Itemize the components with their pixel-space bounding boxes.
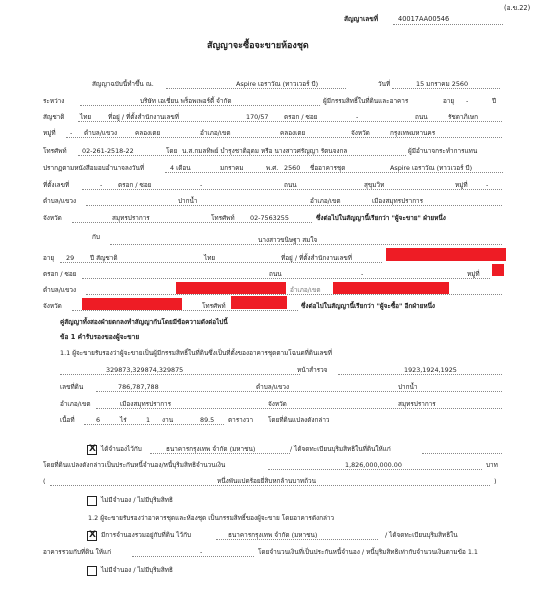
seller-authority-label: ผู้มีอำนาจกระทำการแทน (408, 147, 478, 155)
buyer-district-label: อำเภอ/เขต (290, 286, 321, 294)
buyer-nationality-label: ปี สัญชาติ (90, 254, 118, 262)
building-mortgage-text: มีการจำนองรวมอยู่กับที่ดิน ไว้กับ (101, 531, 191, 539)
tambon-value: ปากน้ำ (398, 383, 418, 391)
building-mortgage-check-mark: X (89, 530, 96, 540)
area-label: เนื้อที่ (60, 416, 75, 424)
building-mortgage-line2-tail: โดยจำนวนเงินที่เป็นประกันหนี้จำนอง / หนี้บุริมสิทธิเท่ากับจำนวนเงินตามข้อ 1.1 (258, 548, 478, 556)
site-number: - (100, 181, 103, 189)
site-alley: - (200, 181, 203, 189)
land-no-label: เลขที่ดิน (60, 383, 84, 391)
area-rai: 6 (96, 416, 101, 424)
buyer-with-label: กับ (92, 233, 100, 241)
area-ngan: 1 (146, 416, 151, 424)
project-label: ชื่ออาคารชุด (310, 164, 346, 172)
clause-1-heading: ข้อ 1 คำรับรองของผู้จะขาย (60, 333, 140, 341)
poa-year: 2560 (284, 164, 301, 172)
seller-phone: 02-261-2518-22 (82, 147, 134, 155)
seller-by-label: โดย (166, 147, 178, 155)
seller-nationality-label: สัญชาติ (43, 113, 65, 121)
clause-1-1-text: 1.1 ผู้จะขายรับรองว่าผู้จะขายเป็นผู้มีกรรมสิทธิ์ในที่ดินซึ่งเป็นที่ตั้งของอาคารชุดตามโฉนดที่ดินเลขที่ (60, 349, 333, 357)
tambon-label: ตำบล/แขวง (256, 383, 290, 391)
buyer-name: นางสาวขนิษฐา สมใจ (258, 236, 318, 244)
document-title: สัญญาจะซื้อจะขายห้องชุด (207, 41, 309, 51)
building-mortgage-bank: ธนาคารกรุงเทพ จำกัด (มหาชน) (228, 531, 318, 539)
seller-alley: - (356, 113, 359, 121)
made-at-label: สัญญาฉบับนี้ทำขึ้น ณ. (92, 80, 154, 88)
building-no-mortgage-checkbox[interactable] (87, 566, 97, 576)
site-phone: 02-7563255 (250, 214, 289, 222)
seller-road: รัชดาภิเษก (448, 113, 478, 121)
wa-label: ตารางวา (228, 416, 254, 424)
changwat-value: สมุทรปราการ (398, 400, 436, 408)
area-suffix: โดยที่ดินแปลงดังกล่าว (268, 416, 330, 424)
date-label: วันที่ (378, 80, 391, 88)
buyer-address-label: ที่อยู่ / ที่ตั้งสำนักงานเลขที่ (281, 254, 352, 262)
site-road: สุขุมวิท (364, 181, 385, 189)
contract-number-label: สัญญาเลขที่ (344, 15, 379, 23)
redacted-buyer-phone (231, 296, 287, 309)
survey-value: 1923,1924,1925 (404, 366, 457, 374)
buyer-nationality: ไทย (204, 254, 216, 262)
agreement-intro: คู่สัญญาทั้งสองฝ่ายตกลงทำสัญญากันโดยมีข้อความดังต่อไปนี้ (60, 318, 228, 326)
ngan-label: งาน (162, 416, 174, 424)
seller-address: 170/57 (246, 113, 269, 121)
paren-close: ) (494, 477, 497, 485)
seller-moo: - (70, 129, 73, 137)
land-no-value: 786,787,788 (118, 383, 159, 391)
mortgage-line2: โดยที่ดินแปลงดังกล่าวเป็นประกันหนี้จำนอง/หนี้บุริมสิทธิจำนวนเงิน (43, 461, 226, 469)
age-value: - (466, 97, 469, 105)
project-name: Aspire เอราวัณ (ทาวเวอร์ บี) (390, 164, 473, 172)
site-subdistrict: ปากน้ำ (178, 197, 198, 205)
mortgage-text: ได้จำนองไว้กับ (101, 445, 142, 453)
building-mortgage-line2: อาคารรวมกับที่ดิน ให้แก่ (43, 548, 111, 556)
made-at-value: Aspire เอราวัณ (ทาวเวอร์ บี) (236, 80, 319, 88)
building-mortgage-tail: / ได้จดทะเบียนบุริมสิทธิใน (385, 531, 458, 539)
redacted-buyer-subdistrict (176, 282, 286, 294)
paren-open: ( (43, 477, 46, 485)
baht-label: บาท (486, 461, 498, 469)
seller-party-text: ซึ่งต่อไปในสัญญานี้เรียกว่า "ผู้จะขาย" ฝ่ายหนึ่ง (316, 214, 446, 222)
deed-numbers: 329873,329874,329875 (106, 366, 184, 374)
seller-province-label: จังหวัด (351, 129, 370, 137)
no-mortgage-text: ไม่มีจำนอง / ไม่มีบุริมสิทธิ (101, 496, 173, 504)
seller-alley-label: ตรอก / ซอย (284, 113, 318, 121)
poa-year-label: พ.ศ. (266, 164, 279, 172)
poa-month: มกราคม (220, 164, 244, 172)
seller-company: บริษัท เอเชี่ยน พร็อพเพอร์ตี้ จำกัด (140, 97, 232, 105)
poa-text: ปรากฏตามหนังสือมอบอำนาจลงวันที่ (43, 164, 145, 172)
seller-subdistrict-label: ตำบล/แขวง (84, 129, 118, 137)
seller-moo-label: หมู่ที่ (43, 129, 56, 137)
buyer-alley-label: ตรอก / ซอย (43, 270, 77, 278)
age-label: อายุ (443, 97, 455, 105)
poa-day: 4 เดือน (170, 164, 191, 172)
site-province: สมุทรปราการ (112, 214, 150, 222)
building-no-mortgage-text: ไม่มีจำนอง / ไม่มีบุริมสิทธิ (101, 566, 173, 574)
site-phone-label: โทรศัพท์ (211, 214, 235, 222)
buyer-road: - (361, 270, 364, 278)
site-district-label: อำเภอ/เขต (310, 197, 341, 205)
area-wa: 89.5 (200, 416, 215, 424)
site-moo-label: หมู่ที่ (455, 181, 468, 189)
buyer-province-label: จังหวัด (43, 302, 62, 310)
buyer-phone-label: โทรศัพท์ (202, 302, 226, 310)
site-alley-label: ตรอก / ซอย (118, 181, 152, 189)
redacted-buyer-address (386, 248, 506, 261)
redacted-buyer-moo (492, 264, 504, 276)
seller-nationality: ไทย (80, 113, 92, 121)
seller-district-label: อำเภอ/เขต (200, 129, 231, 137)
seller-phone-label: โทรศัพท์ (43, 147, 67, 155)
rai-label: ไร่ (120, 416, 127, 424)
redacted-buyer-province (82, 298, 182, 310)
mortgage-tail: / ได้จดทะเบียนบุริมสิทธิในที่ดินให้แก่ (290, 445, 391, 453)
site-label: ที่ตั้งเลขที่ (43, 181, 70, 189)
seller-representative: น.ส.กมลทิพย์ บำรุงชาติอุดม หรือ นางสาวศรัญญา รัตนจงกล (182, 147, 348, 155)
no-mortgage-checkbox[interactable] (87, 496, 97, 506)
amphoe-label: อำเภอ/เขต (60, 400, 91, 408)
form-code: (อ.ข.22) (504, 4, 531, 12)
site-province-label: จังหวัด (43, 214, 62, 222)
building-mortgage-beneficiary: - (200, 548, 203, 556)
mortgage-check-mark: X (89, 444, 96, 454)
survey-label: หน้าสำรวจ (297, 366, 328, 374)
seller-road-label: ถนน (415, 113, 428, 121)
contract-number: 40017AA00546 (398, 15, 450, 23)
clause-1-2-text: 1.2 ผู้จะขายรับรองว่าอาคารชุดและห้องชุด เป็นกรรมสิทธิ์ของผู้จะขาย โดยอาคารดังกล่าว (88, 514, 335, 522)
redacted-buyer-district (333, 282, 449, 294)
owner-label: ผู้มีกรรมสิทธิ์ในที่ดินและอาคาร (323, 97, 409, 105)
seller-address-label: ที่อยู่ / ที่ตั้งสำนักงานเลขที่ (108, 113, 179, 121)
site-district: เมืองสมุทรปราการ (372, 197, 424, 205)
between-label: ระหว่าง (43, 97, 65, 105)
mortgage-amount: 1,826,000,000.00 (345, 461, 402, 469)
site-moo: - (486, 181, 489, 189)
seller-subdistrict: คลองเตย (135, 129, 161, 137)
site-road-label: ถนน (284, 181, 297, 189)
year-label: ปี (492, 97, 497, 105)
amphoe-value: เมืองสมุทรปราการ (120, 400, 172, 408)
date-value: 15 มกราคม 2560 (416, 80, 469, 88)
buyer-age-label: อายุ (43, 254, 55, 262)
amount-in-words: หนึ่งพันแปดร้อยยี่สิบหกล้านบาทถ้วน (217, 477, 316, 485)
buyer-age: 29 (66, 254, 75, 262)
buyer-road-label: ถนน (269, 270, 282, 278)
mortgage-bank: ธนาคารกรุงเทพ จำกัด (มหาชน) (166, 445, 256, 453)
changwat-label: จังหวัด (268, 400, 287, 408)
site-subdistrict-label: ตำบล/แขวง (43, 197, 77, 205)
buyer-moo-label: หมู่ที่ (467, 270, 480, 278)
seller-district: คลองเตย (280, 129, 306, 137)
buyer-subdistrict-label: ตำบล/แขวง (43, 286, 77, 294)
seller-province: กรุงเทพมหานคร (390, 129, 436, 137)
buyer-party-text: ซึ่งต่อไปในสัญญานี้เรียกว่า "ผู้จะซื้อ" อีกฝ่ายหนึ่ง (301, 302, 436, 310)
